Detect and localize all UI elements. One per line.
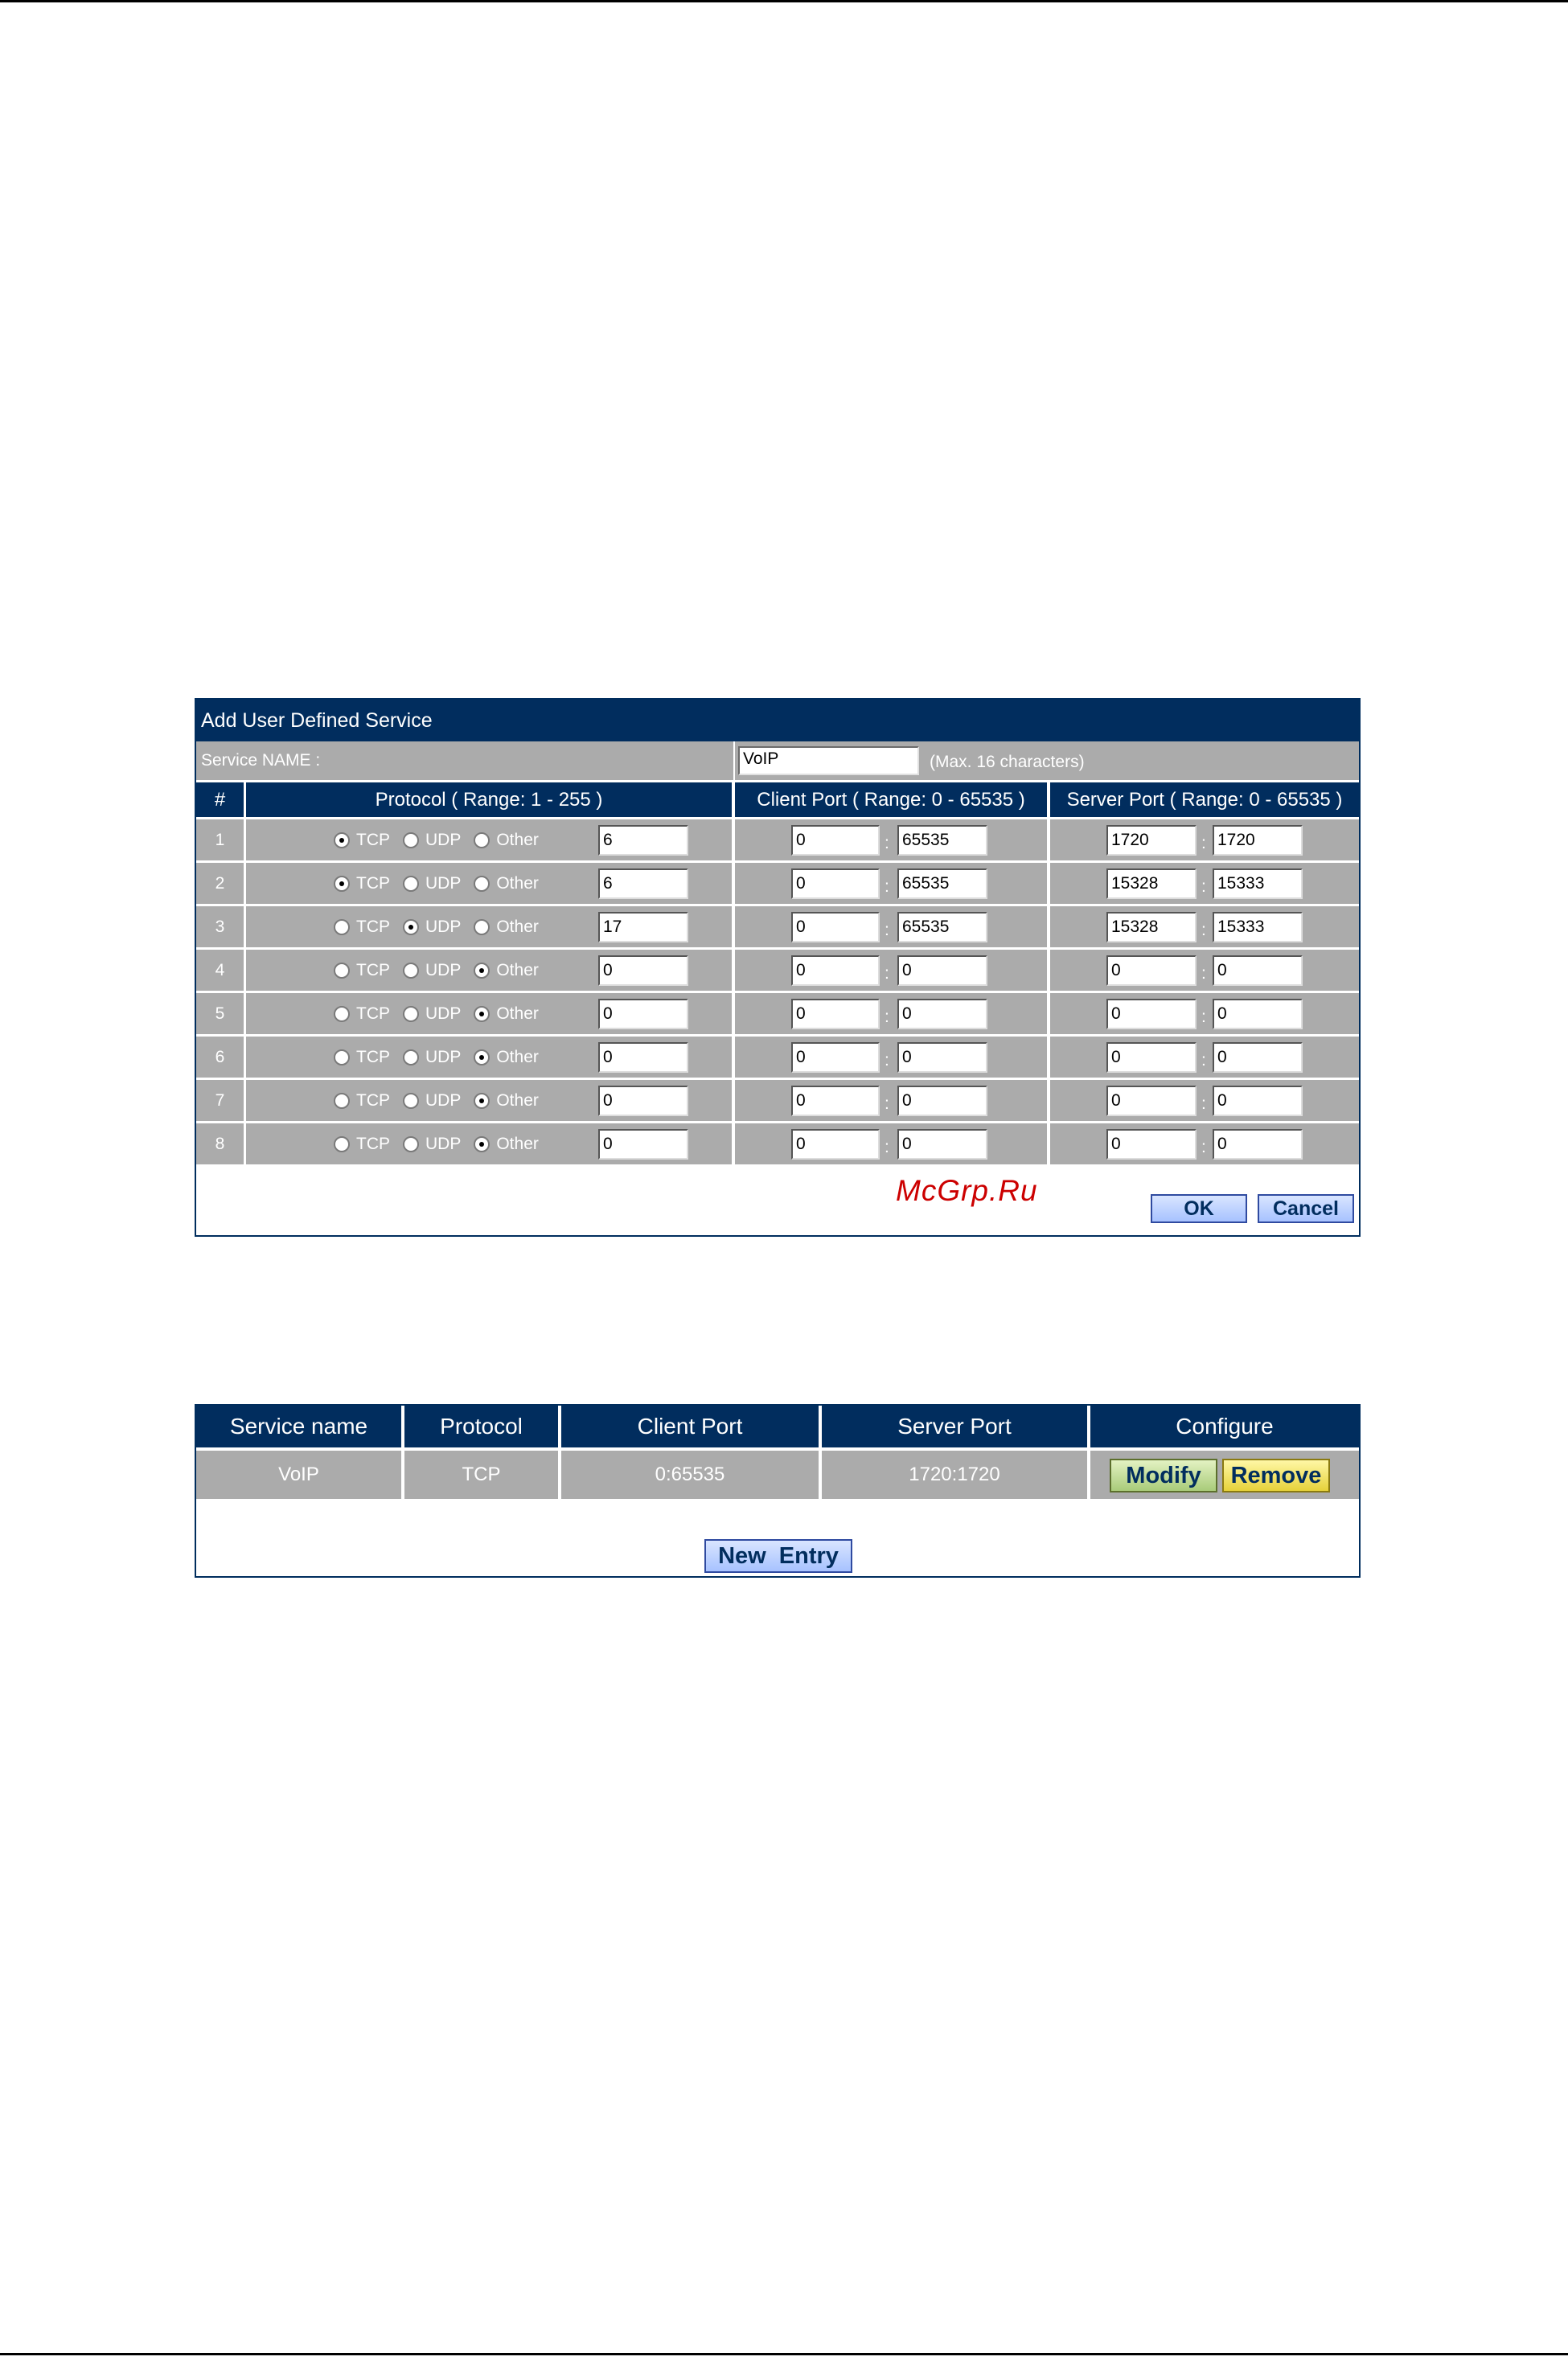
other-label: Other [496, 917, 539, 936]
protocol-cell [246, 1037, 732, 1078]
client-port-start-input[interactable]: 0 [791, 825, 880, 856]
row-number: 2 [196, 863, 244, 904]
client-port-end-input[interactable]: 65535 [897, 868, 987, 899]
protocol-options [334, 993, 544, 1034]
tcp-radio[interactable] [334, 1136, 350, 1152]
port-separator: : [1201, 921, 1206, 939]
tcp-radio[interactable] [334, 1006, 350, 1022]
server-port-cell [1050, 906, 1359, 947]
server-port-cell [1050, 819, 1359, 860]
tcp-radio[interactable] [334, 832, 350, 848]
list-header [196, 1406, 1359, 1447]
server-port-end-input[interactable]: 15333 [1213, 868, 1303, 899]
client-port-end-input[interactable]: 65535 [897, 912, 987, 942]
server-port-cell [1050, 950, 1359, 991]
header-client-port: Client Port ( Range: 0 - 65535 ) [735, 782, 1047, 817]
bottom-rule [0, 2353, 1568, 2355]
form-footer [196, 1174, 1359, 1235]
client-port-start-input[interactable]: 0 [791, 1086, 880, 1116]
client-port-cell [735, 993, 1047, 1034]
server-port-start-input[interactable]: 15328 [1106, 912, 1197, 942]
protocol-number-input[interactable]: 0 [598, 955, 688, 986]
port-separator: : [885, 877, 889, 896]
client-port-cell [735, 950, 1047, 991]
port-separator: : [1201, 1094, 1206, 1113]
service-row [196, 950, 1359, 991]
client-port-start-input[interactable]: 0 [791, 912, 880, 942]
protocol-number-input[interactable]: 17 [598, 912, 688, 942]
other-radio[interactable] [474, 1093, 490, 1109]
udp-label: UDP [425, 1134, 462, 1153]
port-separator: : [885, 921, 889, 939]
client-port-start-input[interactable]: 0 [791, 999, 880, 1029]
protocol-cell [246, 863, 732, 904]
cell-service-name: VoIP [196, 1451, 401, 1499]
server-port-end-input[interactable]: 0 [1213, 955, 1303, 986]
udp-radio[interactable] [403, 876, 419, 892]
udp-label: UDP [425, 830, 462, 849]
server-port-end-input[interactable]: 0 [1213, 1129, 1303, 1160]
header-num: # [196, 782, 244, 817]
udp-label: UDP [425, 1004, 462, 1023]
cancel-button[interactable]: Cancel [1258, 1194, 1354, 1223]
tcp-label: TCP [356, 960, 390, 979]
service-row [196, 819, 1359, 860]
client-port-cell [735, 1037, 1047, 1078]
udp-label: UDP [425, 873, 462, 893]
server-port-start-input[interactable]: 0 [1106, 1086, 1197, 1116]
other-radio[interactable] [474, 1136, 490, 1152]
row-number: 1 [196, 819, 244, 860]
protocol-cell [246, 1123, 732, 1164]
protocol-options [334, 1037, 544, 1078]
server-port-end-input[interactable]: 0 [1213, 1042, 1303, 1073]
tcp-radio[interactable] [334, 919, 350, 935]
port-separator: : [885, 1008, 889, 1026]
client-port-end-input[interactable]: 0 [897, 999, 987, 1029]
server-port-cell [1050, 993, 1359, 1034]
protocol-number-input[interactable]: 0 [598, 1086, 688, 1116]
udp-radio[interactable] [403, 919, 419, 935]
udp-radio[interactable] [403, 1093, 419, 1109]
row-number: 7 [196, 1080, 244, 1121]
ok-button[interactable]: OK [1151, 1194, 1247, 1223]
other-label: Other [496, 830, 539, 849]
protocol-cell [246, 1080, 732, 1121]
protocol-number-input[interactable]: 0 [598, 1042, 688, 1073]
protocol-options [334, 863, 544, 904]
udp-radio[interactable] [403, 963, 419, 979]
protocol-options [334, 950, 544, 991]
client-port-end-input[interactable]: 0 [897, 1086, 987, 1116]
port-separator: : [885, 1051, 889, 1070]
port-separator: : [885, 1094, 889, 1113]
port-separator: : [1201, 964, 1206, 983]
server-port-start-input[interactable]: 0 [1106, 1129, 1197, 1160]
service-row [196, 1037, 1359, 1078]
other-label: Other [496, 960, 539, 979]
protocol-cell [246, 950, 732, 991]
tcp-radio[interactable] [334, 1049, 350, 1065]
server-port-cell [1050, 1123, 1359, 1164]
tcp-radio[interactable] [334, 963, 350, 979]
server-port-start-input[interactable]: 1720 [1106, 825, 1197, 856]
add-service-form [195, 698, 1361, 1237]
tcp-label: TCP [356, 830, 390, 849]
service-row [196, 1123, 1359, 1164]
new-entry-button[interactable]: New Entry [704, 1539, 852, 1573]
udp-label: UDP [425, 1090, 462, 1110]
udp-radio[interactable] [403, 832, 419, 848]
list-header-configure: Configure [1090, 1406, 1359, 1447]
modify-button[interactable]: Modify [1110, 1459, 1217, 1492]
protocol-cell [246, 906, 732, 947]
protocol-cell [246, 819, 732, 860]
port-separator: : [885, 1138, 889, 1156]
service-row [196, 906, 1359, 947]
protocol-number-input[interactable]: 0 [598, 999, 688, 1029]
client-port-start-input[interactable]: 0 [791, 1042, 880, 1073]
row-number: 6 [196, 1037, 244, 1078]
port-separator: : [1201, 1008, 1206, 1026]
service-name-row [196, 741, 1359, 780]
watermark: McGrp.Ru [896, 1174, 1038, 1207]
client-port-cell [735, 1080, 1047, 1121]
other-radio[interactable] [474, 1006, 490, 1022]
client-port-end-input[interactable]: 65535 [897, 825, 987, 856]
port-separator: : [885, 964, 889, 983]
protocol-cell [246, 993, 732, 1034]
port-separator: : [885, 834, 889, 852]
tcp-label: TCP [356, 1047, 390, 1066]
list-header-service-name: Service name [196, 1406, 401, 1447]
row-number: 3 [196, 906, 244, 947]
other-label: Other [496, 1004, 539, 1023]
other-label: Other [496, 1090, 539, 1110]
server-port-end-input[interactable]: 0 [1213, 1086, 1303, 1116]
table-header [196, 782, 1359, 817]
port-separator: : [1201, 834, 1206, 852]
row-number: 5 [196, 993, 244, 1034]
row-number: 8 [196, 1123, 244, 1164]
protocol-options [334, 819, 544, 860]
header-server-port: Server Port ( Range: 0 - 65535 ) [1050, 782, 1359, 817]
service-row [196, 863, 1359, 904]
list-header-protocol: Protocol [404, 1406, 558, 1447]
server-port-start-input[interactable]: 15328 [1106, 868, 1197, 899]
client-port-start-input[interactable]: 0 [791, 955, 880, 986]
header-protocol: Protocol ( Range: 1 - 255 ) [246, 782, 732, 817]
server-port-end-input[interactable]: 0 [1213, 999, 1303, 1029]
client-port-end-input[interactable]: 0 [897, 1129, 987, 1160]
client-port-end-input[interactable]: 0 [897, 1042, 987, 1073]
udp-label: UDP [425, 960, 462, 979]
client-port-cell [735, 819, 1047, 860]
udp-radio[interactable] [403, 1136, 419, 1152]
remove-button[interactable]: Remove [1222, 1459, 1330, 1492]
udp-radio[interactable] [403, 1049, 419, 1065]
service-row [196, 1080, 1359, 1121]
server-port-start-input[interactable]: 0 [1106, 1042, 1197, 1073]
service-name-label: Service NAME : [201, 751, 321, 770]
tcp-label: TCP [356, 917, 390, 936]
form-title: Add User Defined Service [196, 700, 1359, 741]
server-port-end-input[interactable]: 1720 [1213, 825, 1303, 856]
other-radio[interactable] [474, 876, 490, 892]
server-port-start-input[interactable]: 0 [1106, 999, 1197, 1029]
service-list [195, 1404, 1361, 1578]
protocol-options [334, 906, 544, 947]
protocol-options [334, 1123, 544, 1164]
other-label: Other [496, 873, 539, 893]
row-number: 4 [196, 950, 244, 991]
udp-label: UDP [425, 1047, 462, 1066]
list-header-client-port: Client Port [561, 1406, 819, 1447]
tcp-label: TCP [356, 1134, 390, 1153]
protocol-number-input[interactable]: 6 [598, 825, 688, 856]
server-port-cell [1050, 1037, 1359, 1078]
port-separator: : [1201, 1138, 1206, 1156]
cell-server-port: 1720:1720 [822, 1451, 1087, 1499]
cell-client-port: 0:65535 [561, 1451, 819, 1499]
cell-configure [1090, 1451, 1359, 1499]
client-port-cell [735, 863, 1047, 904]
server-port-cell [1050, 1080, 1359, 1121]
tcp-label: TCP [356, 1004, 390, 1023]
service-name-input[interactable]: VoIP [738, 746, 919, 775]
client-port-start-input[interactable]: 0 [791, 868, 880, 899]
server-port-end-input[interactable]: 15333 [1213, 912, 1303, 942]
tcp-radio[interactable] [334, 876, 350, 892]
client-port-start-input[interactable]: 0 [791, 1129, 880, 1160]
other-radio[interactable] [474, 963, 490, 979]
client-port-cell [735, 1123, 1047, 1164]
row-divider [733, 741, 735, 780]
service-name-hint: (Max. 16 characters) [930, 753, 1085, 771]
client-port-end-input[interactable]: 0 [897, 955, 987, 986]
tcp-label: TCP [356, 873, 390, 893]
server-port-start-input[interactable]: 0 [1106, 955, 1197, 986]
protocol-options [334, 1080, 544, 1121]
other-label: Other [496, 1047, 539, 1066]
udp-label: UDP [425, 917, 462, 936]
tcp-radio[interactable] [334, 1093, 350, 1109]
list-header-server-port: Server Port [822, 1406, 1087, 1447]
port-separator: : [1201, 1051, 1206, 1070]
other-radio[interactable] [474, 919, 490, 935]
other-label: Other [496, 1134, 539, 1153]
udp-radio[interactable] [403, 1006, 419, 1022]
other-radio[interactable] [474, 1049, 490, 1065]
top-rule [0, 0, 1568, 2]
tcp-label: TCP [356, 1090, 390, 1110]
port-separator: : [1201, 877, 1206, 896]
service-row [196, 993, 1359, 1034]
protocol-number-input[interactable]: 6 [598, 868, 688, 899]
other-radio[interactable] [474, 832, 490, 848]
client-port-cell [735, 906, 1047, 947]
table-row [196, 1451, 1359, 1499]
cell-protocol: TCP [404, 1451, 558, 1499]
server-port-cell [1050, 863, 1359, 904]
protocol-number-input[interactable]: 0 [598, 1129, 688, 1160]
